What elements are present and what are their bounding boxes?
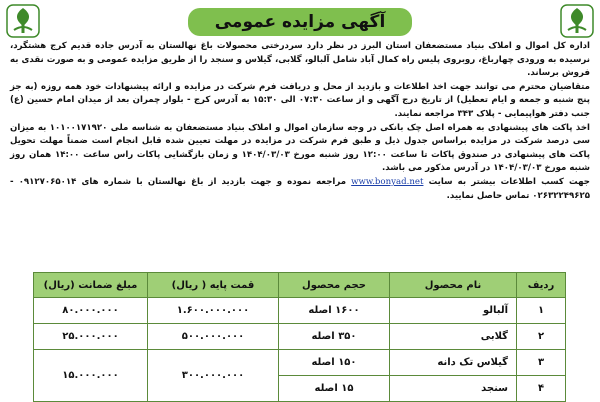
row-index: ۴ (517, 376, 566, 402)
row-index: ۱ (517, 298, 566, 324)
auction-items-table (33, 272, 566, 402)
table-row (34, 298, 566, 324)
product-name: گیلاس تک دانه (390, 350, 517, 376)
submission-paragraph: اخذ پاکت های پیشنهادی به همراه اصل چک بانکی در وجه سازمان اموال و املاک بنیاد مستضعفان به شناسه ملی ۱۰۱۰۰۱۷۱۹۲۰ به میزان سی درصد شرکت در مزایده براساس جدول ذیل و طبق فرم شرکت در مزایده در مهلت تعیین شده قابل انجام است ضمناً مهلت تحویل پاکت های پیشنهادی در صندوق پاکات تا ساعت ۱۲:۰۰ روز شنبه مورخ ۱۴۰۴/۰۳/۰۳ و زمان بازگشایی پاکات راس ساعت ۱۴:۰۰ همان روز شنبه مورخ ۱۴۰۴/۰۳/۰۳ در آدرس مذکور می باشد. (10, 122, 590, 174)
col-header-guarantee: مبلغ ضمانت (ریال) (34, 273, 148, 298)
row-index: ۳ (517, 350, 566, 376)
product-volume: ۱۵ اصله (279, 376, 390, 402)
base-price: ۱.۶۰۰.۰۰۰.۰۰۰ (148, 298, 279, 324)
row-index: ۲ (517, 324, 566, 350)
base-price: ۵۰۰.۰۰۰.۰۰۰ (148, 324, 279, 350)
visit-paragraph: متقاضیان محترم می توانند جهت اخذ اطلاعات و بازدید از محل و دریافت فرم شرکت در مزایده و ارائه پیشنهادات خود همه روزه (به جز پنج شنبه و جمعه و ایام تعطیل) از تاریخ درج آگهی و از ساعت ۰۷:۳۰ الی ۱۵:۳۰ به آدرس کرج - بلوار چمران بعد از میدان امام حسین (ع) جنب دفتر هواپیمایی - پلاک ۳۴۳ مراجعه نمایند. (10, 81, 590, 119)
product-name: گلابی (390, 324, 517, 350)
notice-title: آگهی مزایده عمومی (188, 8, 412, 36)
contact-text-start: جهت کسب اطلاعات بیشتر به سایت (428, 176, 591, 187)
col-header-base-price: قمت پایه ( ریال) (148, 273, 279, 298)
contact-text-end: مراجعه نموده و جهت بازدید از باغ نهالستان با شماره های ۰۹۱۲۷۰۶۵۰۱۴ - ۰۲۶۳۲۲۴۹۶۲۵ تماس حاصل نمایید. (10, 176, 590, 201)
col-header-volume: حجم محصول (279, 273, 390, 298)
table-row (34, 324, 566, 350)
bonyad-logo-icon (6, 4, 40, 38)
bonyad-logo-icon (560, 4, 594, 38)
guarantee-amount: ۸۰.۰۰۰.۰۰۰ (34, 298, 148, 324)
base-price: ۳۰۰.۰۰۰.۰۰۰ (148, 350, 279, 402)
guarantee-amount: ۱۵.۰۰۰.۰۰۰ (34, 350, 148, 402)
intro-paragraph: اداره کل اموال و املاک بنیاد مستضعفان استان البرز در نظر دارد سردرختی محصولات باغ نهالستان به آدرس جاده قدیم کرج هشتگرد، نرسیده به ورودی چهارباغ، روبروی پلیس راه کمال آباد شامل آلبالو، گلابی، گیلاس و سنجد را از طریق مزایده عمومی و به صورت نقدی به فروش برساند. (10, 41, 590, 79)
contact-paragraph (10, 176, 590, 203)
table-row (34, 350, 566, 376)
table-header-row (34, 273, 566, 298)
product-name: سنجد (390, 376, 517, 402)
product-volume: ۳۵۰ اصله (279, 324, 390, 350)
product-name: آلبالو (390, 298, 517, 324)
website-link[interactable]: www.bonyad.net (351, 176, 424, 187)
product-volume: ۱۶۰۰ اصله (279, 298, 390, 324)
col-header-index: ردیف (517, 273, 566, 298)
product-volume: ۱۵۰ اصله (279, 350, 390, 376)
col-header-name: نام محصول (390, 273, 517, 298)
notice-header (0, 4, 600, 40)
guarantee-amount: ۲۵.۰۰۰.۰۰۰ (34, 324, 148, 350)
notice-body (10, 40, 590, 203)
